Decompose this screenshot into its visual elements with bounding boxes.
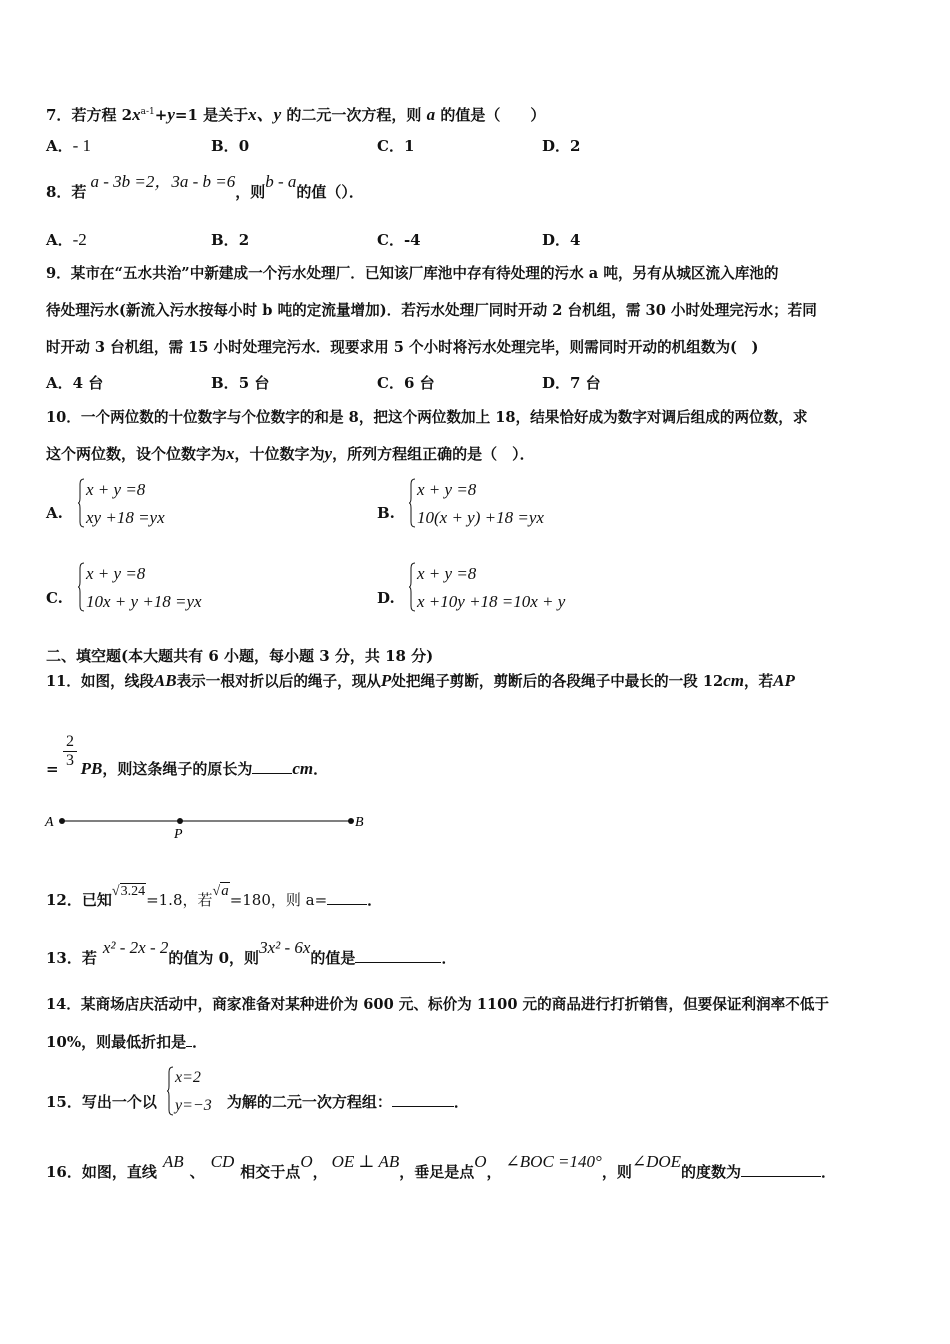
q11-text-d: ，若 — [743, 673, 774, 690]
q16-angle-boc: ∠BOC =140° — [505, 1152, 602, 1171]
q8-then: ，则 — [235, 183, 266, 201]
q13-answer-blank[interactable] — [355, 948, 441, 963]
q12-period: ． — [367, 891, 383, 909]
q15-answer-blank[interactable] — [392, 1092, 454, 1107]
q9-option-c[interactable] — [377, 373, 435, 393]
q11-text-b2: ，则这条绳子的原长为 — [102, 760, 253, 778]
q9-option-d[interactable] — [542, 373, 601, 393]
q16-text-4: 的度数为 — [681, 1163, 742, 1181]
option-value: - 1 — [72, 136, 92, 155]
option-label: B． — [211, 374, 239, 392]
option-label: D． — [542, 137, 571, 155]
equation-2: 10(x + y) +18 =yx — [417, 508, 544, 527]
q14-line-2 — [46, 1032, 207, 1052]
option-value: 6 台 — [403, 374, 435, 392]
q7-stem — [46, 102, 545, 125]
q11-unit-cm-2: cm — [292, 759, 314, 778]
q12-radicand-2: a — [221, 883, 229, 899]
option-label: A． — [46, 374, 73, 392]
option-label: C． — [377, 231, 404, 249]
q11-var-pb: PB — [80, 759, 103, 778]
q8-option-a[interactable] — [46, 230, 87, 250]
brace-icon — [409, 562, 415, 612]
q16-perpendicular: OE ⊥ AB — [331, 1152, 400, 1171]
option-value: 2 — [238, 231, 250, 249]
option-value: 5 台 — [238, 374, 270, 392]
equation-1: x + y =8 — [86, 564, 146, 583]
brace-icon — [409, 478, 415, 528]
equation-1: x=2 — [175, 1069, 201, 1086]
q7-option-d[interactable] — [542, 136, 580, 156]
q10-option-c-system[interactable] — [78, 560, 202, 616]
q16-text-2: ，垂足是点 — [399, 1163, 475, 1181]
q8-option-d[interactable] — [542, 230, 580, 250]
q9-option-a[interactable] — [46, 373, 103, 393]
q11-segment-figure — [40, 808, 380, 844]
option-value: 7 台 — [570, 374, 601, 392]
point-a — [59, 818, 65, 824]
q12-answer-blank[interactable] — [327, 890, 367, 905]
section-2-title: 二、填空题(本大题共有 6 小题，每小题 3 分，共 18 分) — [46, 647, 434, 665]
q11-text-a: 11．如图，线段 — [46, 673, 154, 690]
option-label: A． — [46, 231, 73, 249]
q15-stem — [46, 1092, 469, 1112]
equation-2: x +10y +18 =10x + y — [417, 592, 566, 611]
option-label: C． — [377, 374, 404, 392]
fraction-numerator: 2 — [63, 733, 77, 752]
q7-var-x: x — [132, 105, 141, 124]
q16-comma-1: ， — [312, 1163, 328, 1181]
q10-option-a-system[interactable] — [78, 476, 165, 532]
q11-equals: = — [46, 760, 59, 778]
option-label: C． — [377, 137, 404, 155]
q11-text-b: 表示一根对折以后的绳子，现从 — [176, 673, 381, 690]
q7-exponent: a-1 — [140, 107, 155, 117]
q10-option-b-label[interactable]: B. — [377, 504, 395, 522]
option-label: D． — [542, 231, 571, 249]
q13-period: ． — [441, 949, 457, 967]
point-b — [348, 818, 354, 824]
q10-option-a-label[interactable]: A. — [46, 504, 63, 522]
option-value: 1 — [403, 137, 415, 155]
q11-var-ab: AB — [153, 671, 177, 690]
q14-period: ． — [192, 1033, 208, 1051]
q10-option-d-label[interactable]: D. — [377, 589, 395, 607]
q13-text-mid: 的值为 0，则 — [168, 949, 260, 967]
equation-2: y=−3 — [175, 1097, 212, 1114]
q7-option-a[interactable] — [46, 136, 91, 156]
q15-system — [167, 1064, 212, 1120]
q8-number: 8．若 — [46, 183, 87, 201]
q15-text-mid: 为解的二元一次方程组： — [226, 1093, 392, 1111]
q9-line-2: 待处理污水(新流入污水按每小时 b 吨的定流量增加)．若污水处理厂同时开动 2 台机组，需 30 小时处理完污水；若同 — [46, 302, 817, 319]
q10-var-x: x — [226, 444, 235, 463]
q10-text-b: ，十位数字为 — [234, 445, 325, 463]
q16-angle-doe: ∠DOE — [631, 1152, 682, 1171]
q10-text-c: ，所列方程组正确的是（ ）． — [332, 445, 535, 463]
q10-option-b-system[interactable] — [409, 476, 544, 532]
brace-icon — [78, 562, 84, 612]
q16-answer-blank[interactable] — [741, 1162, 821, 1177]
q16-period: ． — [821, 1163, 837, 1181]
q11-line-2 — [46, 759, 328, 779]
q12-sqrt-1: √3.24 — [111, 884, 146, 899]
q16-text-1: 相交于点 — [240, 1163, 301, 1181]
q10-line-1: 10．一个两位数的十位数字与个位数字的和是 8，把这个两位数加上 18，结果恰好成为数字对调后组成的两位数，求 — [46, 409, 808, 426]
q8-tail: 的值（）． — [296, 183, 364, 201]
option-label: D． — [542, 374, 571, 392]
q7-option-c[interactable] — [377, 136, 414, 156]
option-value: 4 — [570, 231, 581, 249]
q9-option-b[interactable] — [211, 373, 269, 393]
q7-text-eq: =1 是关于 — [174, 106, 249, 124]
equation-1: x + y =8 — [417, 564, 477, 583]
q13-expression-1: x² - 2x - 2 — [102, 938, 169, 957]
q8-stem — [46, 172, 364, 202]
label-p: P — [174, 827, 183, 842]
option-label: B． — [211, 231, 239, 249]
equation-1: x + y =8 — [417, 480, 477, 499]
q12-text-mid2: =180，则 a= — [229, 891, 328, 909]
q7-vars: x、y — [248, 105, 282, 124]
q13-stem — [46, 938, 457, 968]
q16-point-o-1: O — [300, 1152, 313, 1171]
q11-unit-cm: cm — [723, 671, 744, 690]
q15-period: ． — [453, 1093, 469, 1111]
q14-text: 10%，则最低折扣是 — [46, 1033, 187, 1051]
q8-expression: b - a — [265, 172, 297, 191]
q13-text-tail: 的值是 — [310, 949, 356, 967]
q7-text-pre: 若方程 2 — [71, 106, 133, 124]
option-label: B． — [211, 137, 239, 155]
q9-line-3: 时开动 3 台机组，需 15 小时处理完污水．现要求用 5 个小时将污水处理完毕，则需同时开动的机组数为( ) — [46, 339, 759, 356]
q10-option-c-label[interactable]: C. — [46, 589, 63, 607]
q7-plus: + — [154, 106, 168, 124]
equation-1: x + y =8 — [86, 480, 146, 499]
q12-text-pre: 12．已知 — [46, 891, 112, 909]
q7-number: 7． — [46, 106, 72, 124]
fraction-denominator: 3 — [66, 752, 74, 769]
q11-period: ． — [313, 760, 329, 778]
label-b: B — [355, 815, 364, 830]
q15-text-pre: 15．写出一个以 — [46, 1093, 157, 1111]
q8-option-b[interactable] — [211, 230, 249, 250]
q10-var-y: y — [324, 444, 333, 463]
option-value: 0 — [238, 137, 250, 155]
q7-var-a: a — [426, 105, 436, 124]
q16-line-cd: CD — [210, 1152, 235, 1171]
q11-text-c: 处把绳子剪断，剪断后的各段绳子中最长的一段 12 — [391, 673, 724, 690]
option-value: -2 — [72, 230, 87, 249]
label-a: A — [45, 815, 54, 830]
q8-condition: a - 3b =2，3a - b =6 — [90, 172, 236, 191]
brace-icon — [167, 1066, 173, 1116]
brace-icon — [78, 478, 84, 528]
q14-line-1: 14．某商场店庆活动中，商家准备对某种进价为 600 元、标价为 1100 元的商品进行打折销售，但要保证利润率不低于 — [46, 996, 830, 1013]
q10-line-2 — [46, 444, 535, 464]
q16-text-pre: 16．如图，直线 — [46, 1163, 157, 1181]
point-p — [177, 818, 183, 824]
q7-var-y: y — [167, 105, 175, 124]
q13-text-pre: 13．若 — [46, 949, 97, 967]
q12-stem — [46, 883, 383, 912]
q12-text-mid1: =1.8，若 — [146, 891, 213, 909]
q10-text-a: 这个两位数，设个位数字为 — [46, 445, 227, 463]
q9-line-1: 9．某市在“五水共治”中新建成一个污水处理厂．已知该厂库池中存有待处理的污水 a 吨，另有从城区流入库池的 — [46, 265, 779, 282]
option-value: 2 — [570, 137, 581, 155]
q11-var-ap: AP — [773, 671, 795, 690]
q7-text-tail: 的值是（ ） — [435, 106, 546, 124]
q12-radicand-1: 3.24 — [120, 884, 146, 899]
q16-point-o-2: O — [474, 1152, 487, 1171]
option-value: -4 — [403, 231, 421, 249]
q10-option-d-system[interactable] — [409, 560, 565, 616]
q11-line-1 — [46, 671, 795, 692]
q11-var-p: P — [380, 671, 392, 690]
q13-expression-2: 3x² - 6x — [259, 938, 311, 957]
q16-text-3: ，则 — [601, 1163, 632, 1181]
q7-option-b[interactable] — [211, 136, 249, 156]
q16-stem — [46, 1152, 837, 1182]
q16-comma-2: ， — [486, 1163, 502, 1181]
q12-sqrt-2: √a — [212, 883, 229, 899]
q8-option-c[interactable] — [377, 230, 421, 250]
option-label: A． — [46, 137, 73, 155]
option-value: 4 台 — [72, 374, 104, 392]
q7-text-mid: 的二元一次方程，则 — [281, 106, 427, 124]
q11-answer-blank[interactable] — [252, 759, 292, 774]
q16-separator: 、 — [189, 1163, 205, 1181]
equation-2: xy +18 =yx — [86, 508, 165, 527]
q16-line-ab: AB — [162, 1152, 184, 1171]
equation-2: 10x + y +18 =yx — [86, 592, 202, 611]
